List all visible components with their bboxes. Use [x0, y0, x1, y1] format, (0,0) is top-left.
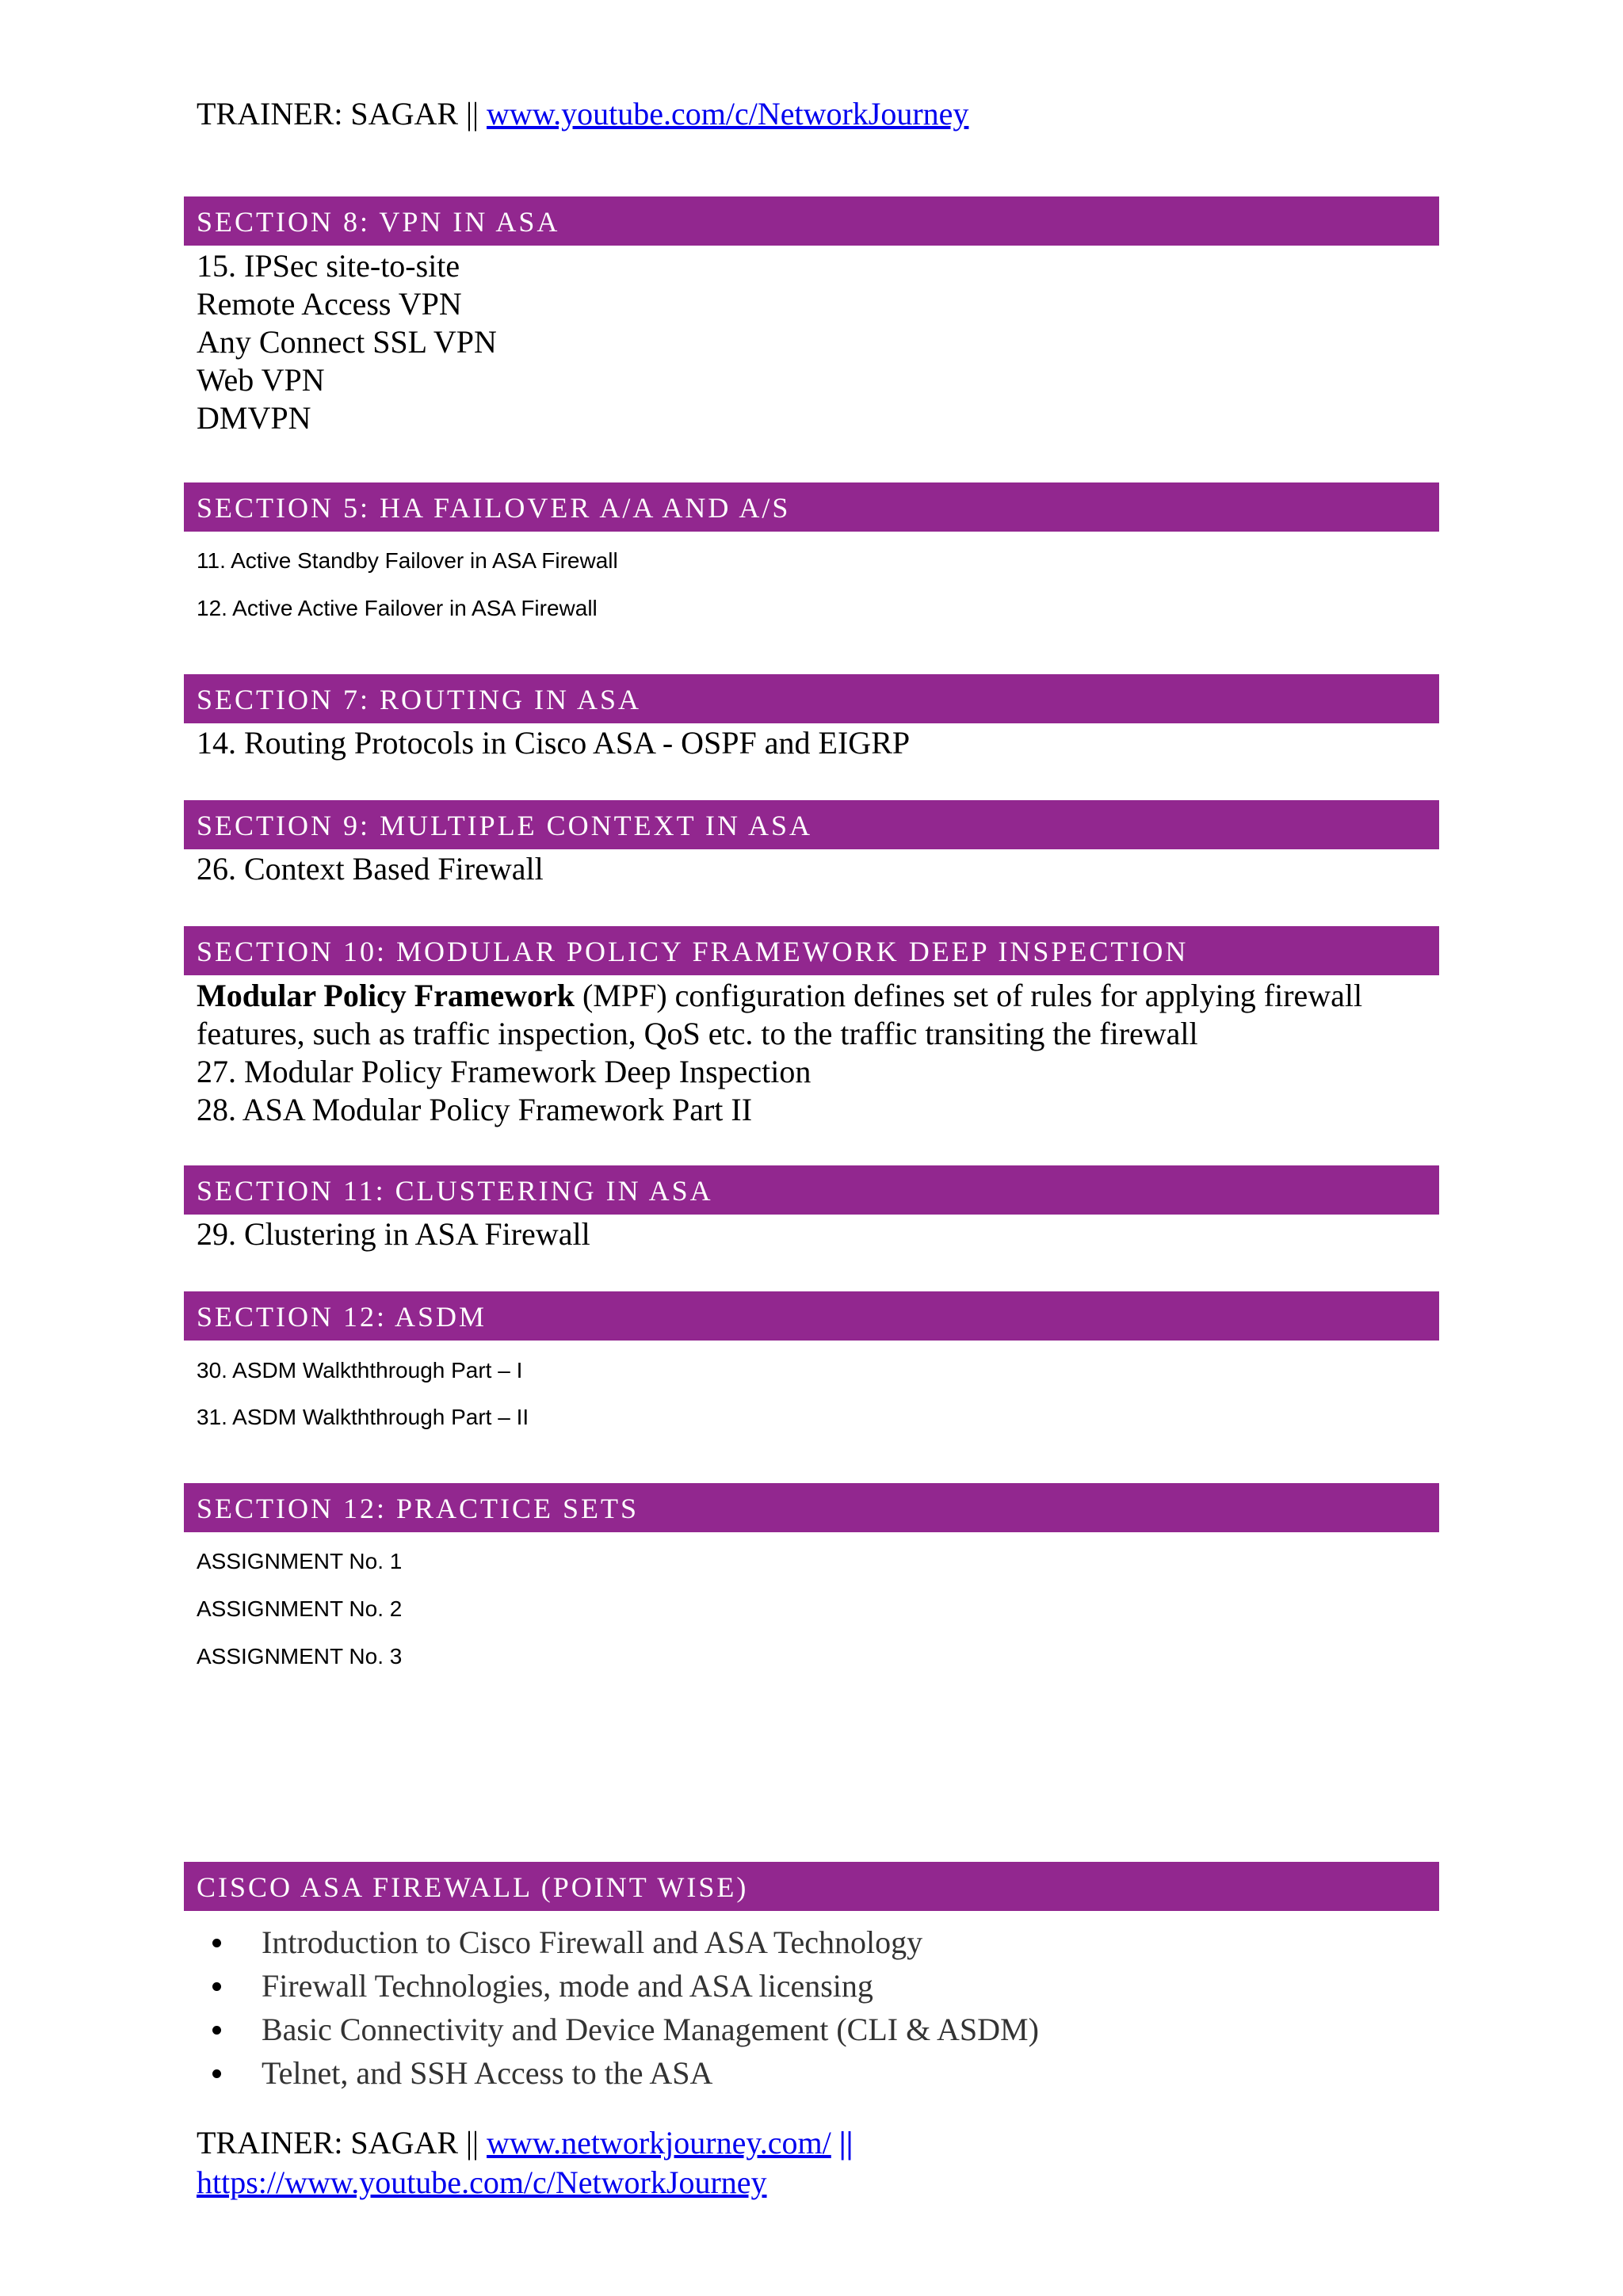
section-practice-title: SECTION 12: PRACTICE SETS: [184, 1483, 1439, 1532]
list-item: 15. IPSec site-to-site: [197, 248, 460, 284]
list-item: 28. ASA Modular Policy Framework Part II: [197, 1092, 753, 1127]
section-vpn-title: SECTION 8: VPN IN ASA: [184, 196, 1439, 246]
bullet-icon: [212, 1982, 221, 1991]
footer-line2: [197, 2163, 853, 2203]
list-item: Any Connect SSL VPN: [197, 324, 497, 360]
pointwise-list: [197, 1920, 1039, 2095]
list-item: 11. Active Standby Failover in ASA Firewall: [197, 548, 618, 573]
list-item: ASSIGNMENT No. 2: [197, 1596, 403, 1621]
section-clustering-title: SECTION 11: CLUSTERING IN ASA: [184, 1165, 1439, 1215]
list-item: DMVPN: [197, 400, 311, 436]
header-line: [197, 95, 968, 133]
list-item: 14. Routing Protocols in Cisco ASA - OSPF and EIGRP: [197, 725, 911, 761]
list-item: 12. Active Active Failover in ASA Firewall: [197, 596, 598, 620]
list-item-label: Telnet, and SSH Access to the ASA: [262, 2055, 713, 2091]
list-item-label: Basic Connectivity and Device Management (CLI & ASDM): [262, 2012, 1039, 2047]
bullet-icon: [212, 2026, 221, 2035]
list-item: [197, 1920, 1039, 1964]
footer-prefix: TRAINER: SAGAR ||: [197, 2125, 487, 2161]
section-vpn-list: [197, 247, 497, 437]
list-item: [197, 2051, 1039, 2095]
list-item: Web VPN: [197, 362, 325, 398]
list-item: Remote Access VPN: [197, 286, 462, 322]
mpf-intro-rest: (MPF) configuration defines set of rules for applying firewall: [574, 978, 1363, 1013]
section-mpf-body: [197, 977, 1362, 1129]
list-item-label: Introduction to Cisco Firewall and ASA Technology: [262, 1924, 923, 1960]
section-pointwise-title: CISCO ASA FIREWALL (POINT WISE): [184, 1862, 1439, 1911]
list-item: [197, 2008, 1039, 2051]
footer-website-link[interactable]: www.networkjourney.com/: [487, 2125, 831, 2161]
list-item: ASSIGNMENT No. 1: [197, 1549, 403, 1573]
section-mpf-title: SECTION 10: MODULAR POLICY FRAMEWORK DEEP INSPECTION: [184, 926, 1439, 975]
section-context-title: SECTION 9: MULTIPLE CONTEXT IN ASA: [184, 800, 1439, 849]
mpf-intro-line2: features, such as traffic inspection, QoS etc. to the traffic transiting the firewall: [197, 1016, 1198, 1051]
list-item: 31. ASDM Walkththrough Part – II: [197, 1405, 529, 1429]
list-item: 30. ASDM Walkththrough Part – I: [197, 1358, 523, 1383]
bullet-icon: [212, 2069, 221, 2078]
footer-youtube-link[interactable]: https://www.youtube.com/c/NetworkJourney: [197, 2164, 767, 2200]
section-asdm-title: SECTION 12: ASDM: [184, 1291, 1439, 1341]
list-item: 29. Clustering in ASA Firewall: [197, 1216, 590, 1252]
list-item-label: Firewall Technologies, mode and ASA licensing: [262, 1968, 873, 2004]
footer: [197, 2123, 853, 2203]
footer-separator: ||: [831, 2125, 854, 2161]
list-item: 27. Modular Policy Framework Deep Inspection: [197, 1054, 812, 1089]
section-ha-title: SECTION 5: HA FAILOVER A/A AND A/S: [184, 482, 1439, 532]
bullet-icon: [212, 1939, 221, 1947]
mpf-intro: [197, 977, 1362, 1015]
header-prefix: TRAINER: SAGAR ||: [197, 96, 487, 132]
section-routing-title: SECTION 7: ROUTING IN ASA: [184, 674, 1439, 723]
footer-line1: [197, 2123, 853, 2163]
header-youtube-link[interactable]: www.youtube.com/c/NetworkJourney: [487, 96, 969, 132]
mpf-intro-bold: Modular Policy Framework: [197, 978, 575, 1013]
list-item: 26. Context Based Firewall: [197, 851, 544, 887]
list-item: ASSIGNMENT No. 3: [197, 1644, 403, 1669]
list-item: [197, 1964, 1039, 2008]
